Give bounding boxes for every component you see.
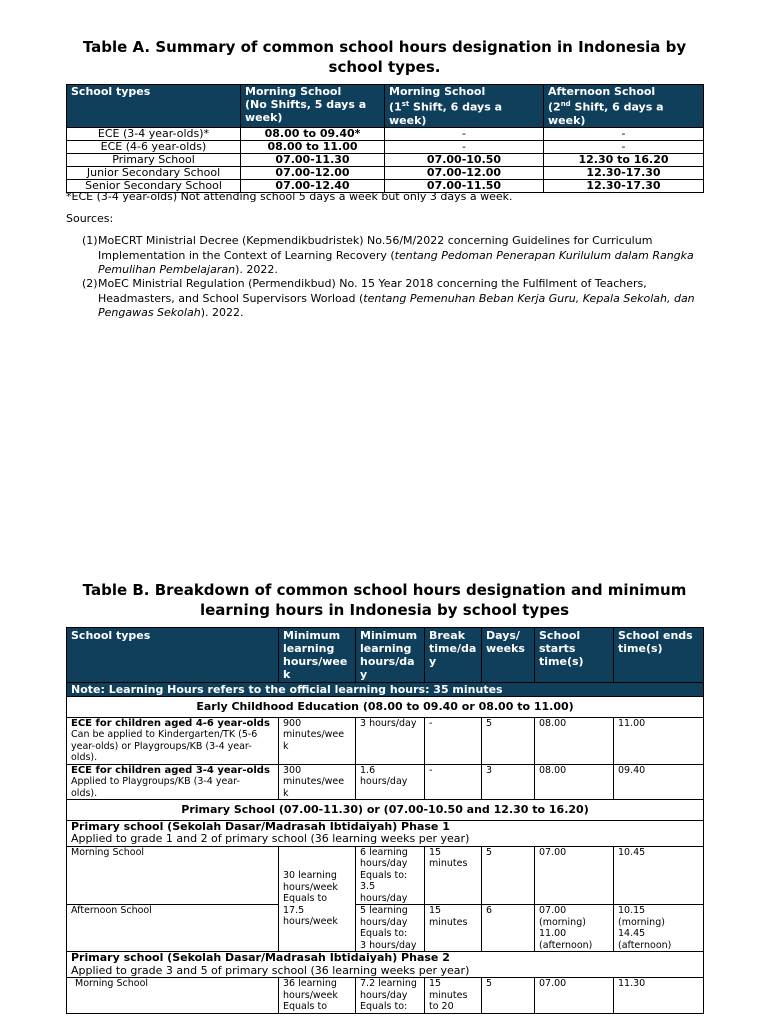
table-b-header-break-time: [425, 628, 482, 683]
cell-text: hours/day: [360, 989, 408, 1001]
table-a: [66, 84, 704, 193]
cell-morning-no-shift: 07.00-11.30: [241, 153, 385, 166]
cell-morning-first-shift: -: [385, 140, 544, 153]
section-title-ece: Early Childhood Education (08.00 to 09.40 or 08.00 to 11.00): [67, 697, 704, 718]
row-title: ECE for children aged 4-6 year-olds: [71, 717, 270, 729]
cell-morning-no-shift: 07.00-12.00: [241, 166, 385, 179]
cell-school-type: Junior Secondary School: [67, 166, 241, 179]
row-desc: olds).: [71, 787, 98, 799]
phase-2-header: [67, 952, 704, 978]
table-a-header-school-types: [67, 85, 241, 128]
source-item-1: [82, 234, 702, 278]
cell-hours-day: [356, 846, 425, 905]
source-text-italic: tentang Pemenuhan Beban Kerja Guru, Kepala Sekolah, dan Pengawas Sekolah: [98, 291, 695, 319]
cell-text: (afternoon): [539, 939, 593, 951]
row-title: ECE for children aged 3-4 year-olds: [71, 764, 270, 776]
header-text: Minimum: [283, 629, 341, 642]
cell-text: 15: [429, 978, 442, 989]
phase-row-1: [67, 820, 704, 846]
cell-text: 6 learning: [360, 846, 408, 858]
cell-days: 5: [482, 717, 535, 764]
header-text: weeks: [486, 642, 525, 655]
cell-afternoon-second-shift: 12.30 to 16.20: [544, 153, 704, 166]
cell-text: hours/day: [360, 916, 408, 928]
cell-text: Equals to: [283, 893, 328, 904]
table-a-header-afternoon-second-shift: [544, 85, 704, 128]
phase-title: Primary school (Sekolah Dasar/Madrasah Ibtidaiyah) Phase 2: [71, 951, 450, 964]
table-b-header-min-hours-week: [279, 628, 356, 683]
table-a-title-line1: Table A. Summary of common school hours designation in Indonesia by: [82, 38, 687, 56]
header-text: week): [245, 111, 283, 124]
cell-hours-day: [356, 905, 425, 952]
cell-afternoon-second-shift: -: [544, 127, 704, 140]
cell-text: 5 learning: [360, 905, 408, 916]
cell-hours-week: [279, 978, 356, 1014]
cell-text: 36 learning: [283, 978, 337, 989]
cell-text: hours/day: [360, 858, 408, 869]
table-row: [67, 127, 704, 140]
table-a-title: [66, 37, 703, 77]
cell-text: hours/day: [360, 892, 408, 904]
cell-start: 07.00: [535, 978, 614, 1014]
header-text: time/da: [429, 642, 477, 655]
table-row: [67, 166, 704, 179]
header-text: (2: [548, 100, 561, 114]
phase-1-header: [67, 820, 704, 846]
header-text: (No Shifts, 5 days a: [245, 98, 367, 111]
source-text-main: MoEC Ministrial Regulation (Permendikbud) No. 15 Year 2018 concerning the Fulfilment of Teachers, Headmasters, and School Supervisors Worload (: [98, 277, 647, 305]
cell-school-type: Morning School: [67, 846, 279, 905]
cell-school-type: ECE (4-6 year-olds): [67, 140, 241, 153]
cell-morning-first-shift: 07.00-12.00: [385, 166, 544, 179]
cell-days: 5: [482, 846, 535, 905]
cell-morning-first-shift: 07.00-11.50: [385, 179, 544, 192]
cell-end: 11.30: [614, 978, 704, 1014]
header-text: starts: [539, 642, 576, 655]
cell-text: 11.00: [539, 928, 567, 939]
cell-hours-day: [356, 764, 425, 800]
header-text: k: [283, 668, 291, 681]
cell-days: 5: [482, 978, 535, 1014]
cell-end: 10.45: [614, 846, 704, 905]
cell-text: minutes/wee: [283, 729, 345, 740]
cell-break: [425, 978, 482, 1014]
header-sup: st: [401, 100, 410, 108]
cell-text: 15: [429, 905, 442, 916]
header-text: School types: [71, 629, 151, 642]
cell-text: (afternoon): [618, 939, 672, 951]
cell-school-type: Afternoon School: [67, 905, 279, 952]
table-row: [67, 717, 704, 764]
cell-start: 07.00: [535, 846, 614, 905]
table-b-title-line2: learning hours in Indonesia by school types: [199, 601, 570, 619]
source-text-main: MoECRT Ministrial Decree (Kepmendikbudristek) No.56/M/2022 concerning Guidelines for Curriculum Implementation in the Context of Learning Recovery (: [98, 234, 653, 262]
source-item-2: [82, 277, 702, 321]
cell-text: minutes/wee: [283, 776, 345, 787]
header-text: time(s): [618, 642, 663, 655]
header-sup: nd: [560, 100, 571, 108]
cell-morning-no-shift: 07.00-12.40: [241, 179, 385, 192]
cell-text: 17.5: [283, 904, 305, 916]
table-b-header-row: [67, 628, 704, 683]
cell-school-type: [67, 717, 279, 764]
cell-text: 300: [283, 764, 302, 776]
table-row: [67, 846, 704, 905]
table-b-title: [66, 580, 703, 620]
table-b-header-min-hours-day: [356, 628, 425, 683]
source-text: [98, 234, 702, 278]
table-b-header-days-weeks: [482, 628, 535, 683]
header-text: hours/da: [360, 655, 415, 668]
cell-text: k: [283, 740, 289, 752]
header-text: Minimum: [360, 629, 418, 642]
cell-text: hours/week: [283, 989, 338, 1001]
cell-hours-week: [279, 717, 356, 764]
cell-school-type: Senior Secondary School: [67, 179, 241, 192]
cell-text: 07.00: [539, 905, 567, 916]
row-desc: olds).: [71, 752, 98, 763]
source-text-tail: ). 2022.: [235, 263, 278, 276]
cell-afternoon-second-shift: 12.30-17.30: [544, 166, 704, 179]
phase-desc: Applied to grade 1 and 2 of primary school (36 learning weeks per year): [71, 832, 470, 845]
cell-start: 08.00: [535, 764, 614, 800]
cell-start: 08.00: [535, 717, 614, 764]
cell-text: hours/day: [360, 776, 408, 787]
phase-row-2: [67, 952, 704, 978]
header-text: week): [389, 113, 427, 127]
cell-end: 11.00: [614, 717, 704, 764]
header-text: hours/wee: [283, 655, 348, 668]
header-text: y: [429, 655, 437, 668]
table-row: [67, 153, 704, 166]
cell-text: 1.6: [360, 764, 376, 776]
header-text: Days/: [486, 629, 520, 642]
table-b: [66, 627, 704, 1014]
table-b-header-school-ends: [614, 628, 704, 683]
cell-end: 09.40: [614, 764, 704, 800]
row-desc: Can be applied to Kindergarten/TK (5-6: [71, 729, 258, 740]
cell-school-type: Morning School: [67, 978, 279, 1014]
header-text: School ends: [618, 629, 693, 642]
table-a-header-row: [67, 85, 704, 128]
header-text: Afternoon School: [548, 85, 656, 98]
table-b-note-row: [67, 683, 704, 697]
cell-break: [425, 846, 482, 905]
source-text: [98, 277, 702, 321]
header-text: Morning School: [389, 85, 486, 98]
table-row: [67, 140, 704, 153]
cell-text: 14.45: [618, 928, 646, 939]
phase-desc: Applied to grade 3 and 5 of primary school (36 learning weeks per year): [71, 963, 470, 977]
cell-morning-no-shift: 08.00 to 11.00: [241, 140, 385, 153]
table-b-header-school-types: [67, 628, 279, 683]
cell-text: hours/week: [283, 881, 338, 893]
table-a-title-line2: school types.: [328, 58, 441, 76]
cell-text: 7.2 learning: [360, 978, 417, 989]
cell-afternoon-second-shift: -: [544, 140, 704, 153]
cell-text: (morning): [618, 916, 665, 928]
cell-school-type: [67, 764, 279, 800]
cell-text: 900: [283, 717, 302, 729]
section-title-primary: Primary School (07.00-11.30) or (07.00-10.50 and 12.30 to 16.20): [67, 800, 704, 821]
header-text: learning: [360, 642, 412, 655]
cell-text: 3.5: [360, 881, 376, 892]
section-row-ece: [67, 697, 704, 718]
cell-school-type: Primary School: [67, 153, 241, 166]
header-text: Break: [429, 629, 466, 642]
cell-text: hours/week: [283, 916, 338, 927]
cell-end: [614, 905, 704, 952]
cell-text: 30 learning: [283, 870, 337, 881]
cell-text: 10.15: [618, 905, 646, 916]
cell-text: 15: [429, 846, 442, 858]
cell-hours-week: [279, 764, 356, 800]
phase-title: Primary school (Sekolah Dasar/Madrasah Ibtidaiyah) Phase 1: [71, 819, 450, 833]
cell-text: minutes: [429, 916, 468, 928]
header-text: Shift, 6 days a: [409, 100, 503, 114]
section-row-primary: [67, 800, 704, 821]
cell-text: Equals to:: [360, 1001, 408, 1012]
source-text-italic: tentang Pedoman Penerapan Kurilulum dalam Rangka Pemulihan Pembelajaran: [98, 248, 694, 276]
source-number: (2): [82, 277, 98, 290]
header-text: week): [548, 113, 586, 127]
cell-days: 3: [482, 764, 535, 800]
header-text: School: [539, 629, 581, 642]
header-text: time(s): [539, 655, 584, 668]
table-a-header-morning-first-shift: [385, 85, 544, 128]
cell-days: 6: [482, 905, 535, 952]
header-text: School types: [71, 85, 151, 98]
cell-break: -: [425, 717, 482, 764]
cell-morning-first-shift: -: [385, 127, 544, 140]
header-text: Shift, 6 days a: [570, 100, 664, 114]
header-text: Morning School: [245, 85, 342, 98]
header-text: (1: [389, 100, 402, 114]
sources-label: Sources:: [66, 212, 114, 225]
cell-text: minutes: [429, 858, 468, 869]
cell-hours-day: [356, 978, 425, 1014]
cell-text: minutes: [429, 989, 468, 1001]
header-text: learning: [283, 642, 335, 655]
cell-text: Equals to: [283, 1001, 328, 1012]
cell-text: to 20: [429, 1001, 454, 1012]
table-b-header-school-starts: [535, 628, 614, 683]
cell-break: [425, 905, 482, 952]
cell-text: Equals to:: [360, 928, 408, 939]
cell-school-type: ECE (3-4 year-olds)*: [67, 127, 241, 140]
source-text-tail: ). 2022.: [200, 306, 244, 319]
row-desc: year-olds) or Playgroups/KB (3-4 year-: [71, 740, 252, 752]
cell-morning-first-shift: 07.00-10.50: [385, 153, 544, 166]
header-text: y: [360, 668, 368, 681]
cell-text: k: [283, 787, 289, 799]
row-desc: Applied to Playgroups/KB (3-4 year-: [71, 776, 240, 787]
table-row: [67, 764, 704, 800]
table-b-note: Note: Learning Hours refers to the official learning hours: 35 minutes: [67, 683, 704, 697]
table-row: [67, 978, 704, 1014]
cell-start: [535, 905, 614, 952]
cell-afternoon-second-shift: 12.30-17.30: [544, 179, 704, 192]
cell-text: (morning): [539, 916, 586, 928]
cell-text: Equals to:: [360, 869, 408, 881]
cell-text: 3 hours/day: [360, 939, 417, 951]
cell-morning-no-shift: 08.00 to 09.40*: [241, 127, 385, 140]
table-b-title-line1: Table B. Breakdown of common school hours designation and minimum: [82, 581, 687, 599]
source-number: (1): [82, 234, 98, 247]
cell-hours-day: 3 hours/day: [356, 717, 425, 764]
table-row: [67, 905, 704, 952]
cell-break: -: [425, 764, 482, 800]
table-a-footnote: *ECE (3-4 year-olds) Not attending school 5 days a week but only 3 days a week.: [66, 190, 513, 203]
table-a-header-morning-no-shift: [241, 85, 385, 128]
cell-hours-week: [279, 846, 356, 952]
